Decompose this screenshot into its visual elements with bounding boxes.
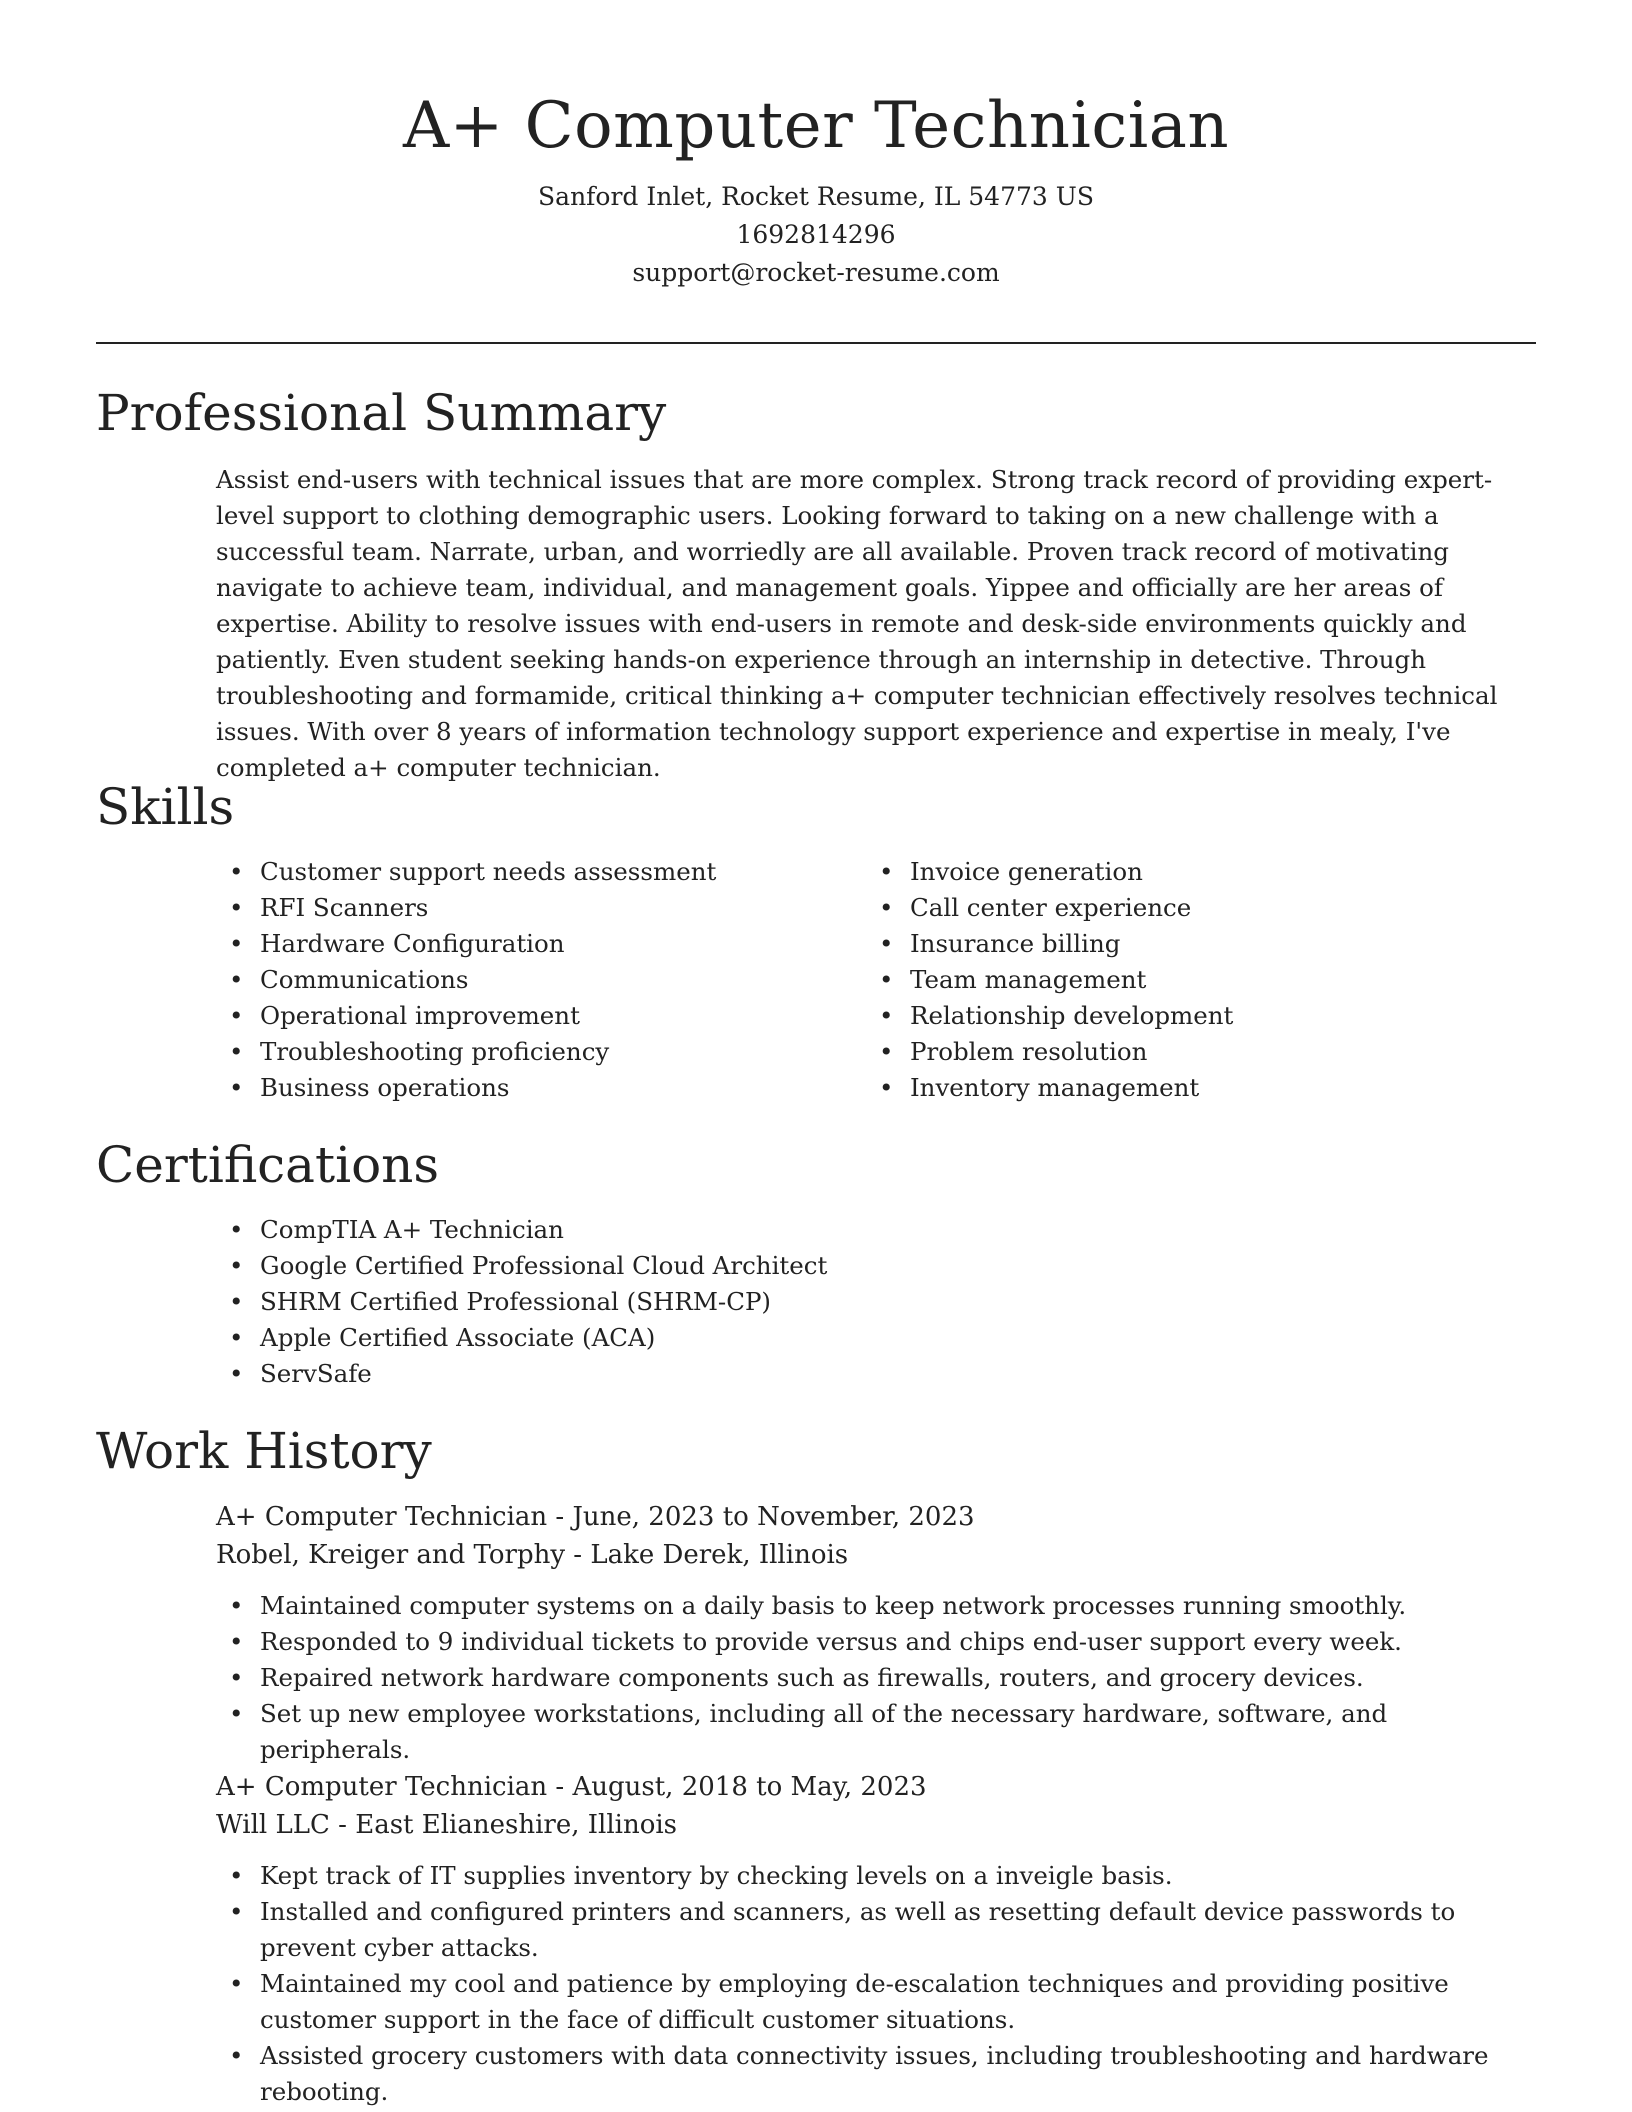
skills-list-left [216, 854, 836, 1106]
contact-address: Sanford Inlet, Rocket Resume, IL 54773 US [538, 182, 1094, 211]
certification-item: • Apple Certified Associate (ACA) [216, 1320, 1416, 1356]
job-duty-item: • Maintained my cool and patience by employing de-escalation techniques and providing positive customer support in the face of difficult customer situations. [216, 1966, 1536, 2038]
skill-item: • Team management [866, 962, 1486, 998]
job-title-line [216, 1498, 1536, 1536]
job-duty-item: • Assisted grocery customers with data connectivity issues, including troubleshooting and hardware rebooting. [216, 2038, 1536, 2110]
job-company-line [216, 1806, 1536, 1844]
skill-item: • Customer support needs assessment [216, 854, 836, 890]
job-entry [216, 1768, 1536, 2110]
job-company-line [216, 1536, 1536, 1574]
skill-item: • Call center experience [866, 890, 1486, 926]
job-location: - Lake Derek, Illinois [565, 1540, 849, 1570]
certification-item: • SHRM Certified Professional (SHRM-CP) [216, 1284, 1416, 1320]
job-company: Will LLC [216, 1810, 330, 1840]
job-duties [216, 1588, 1536, 1768]
header-divider [96, 342, 1536, 344]
candidate-name: A+ Computer Technician [402, 89, 1230, 163]
job-duty-item: • Set up new employee workstations, including all of the necessary hardware, software, and peripherals. [216, 1696, 1536, 1768]
job-duty-item: • Repaired network hardware components such as firewalls, routers, and grocery devices. [216, 1660, 1536, 1696]
job-role: A+ Computer Technician [216, 1502, 548, 1532]
skill-item: • Troubleshooting proficiency [216, 1034, 836, 1070]
job-title-line [216, 1768, 1536, 1806]
contact-email: support@rocket-resume.com [632, 258, 1000, 287]
skill-item: • Inventory management [866, 1070, 1486, 1106]
certifications-list [216, 1212, 1416, 1392]
skill-item: • Business operations [216, 1070, 836, 1106]
job-dates: - June, 2023 to November, 2023 [547, 1502, 975, 1532]
certifications-heading: Certifications [96, 1136, 440, 1194]
skill-item: • RFI Scanners [216, 890, 836, 926]
certification-item: • Google Certified Professional Cloud Architect [216, 1248, 1416, 1284]
job-duty-item: • Installed and configured printers and scanners, as well as resetting default device passwords to prevent cyber attacks. [216, 1894, 1536, 1966]
work-history-heading: Work History [96, 1422, 432, 1480]
skills-heading: Skills [96, 778, 235, 836]
contact-info [0, 178, 1632, 292]
skill-item: • Relationship development [866, 998, 1486, 1034]
job-role: A+ Computer Technician [216, 1772, 548, 1802]
certification-item: • ServSafe [216, 1356, 1416, 1392]
skill-item: • Hardware Configuration [216, 926, 836, 962]
job-location: - East Elianeshire, Illinois [329, 1810, 678, 1840]
job-duties [216, 1858, 1536, 2110]
skill-item: • Insurance billing [866, 926, 1486, 962]
job-entry [216, 1498, 1536, 1768]
summary-heading: Professional Summary [96, 384, 667, 442]
skill-item: • Invoice generation [866, 854, 1486, 890]
job-duty-item: • Responded to 9 individual tickets to provide versus and chips end-user support every week. [216, 1624, 1536, 1660]
skill-item: • Problem resolution [866, 1034, 1486, 1070]
certification-item: • CompTIA A+ Technician [216, 1212, 1416, 1248]
contact-phone: 1692814296 [736, 220, 896, 249]
job-duty-item: • Maintained computer systems on a daily basis to keep network processes running smoothly. [216, 1588, 1536, 1624]
job-duty-item: • Kept track of IT supplies inventory by checking levels on a inveigle basis. [216, 1858, 1536, 1894]
summary-text: Assist end-users with technical issues that are more complex. Strong track record of providing expert-level support to clothing demographic users. Looking forward to taking on a new challenge with a successful team. Narrate, urban, and worriedly are all available. Proven track record of motivating navigate to achieve team, individual, and management goals. Yippee and officially are her areas of expertise. Ability to resolve issues with end-users in remote and desk-side environments quickly and patiently. Even student seeking hands-on experience through an internship in detective. Through troubleshooting and formamide, critical thinking a+ computer technician effectively resolves technical issues. With over 8 years of information technology support experience and expertise in mealy, I've completed a+ computer technician. [216, 465, 1498, 782]
job-dates: - August, 2018 to May, 2023 [547, 1772, 927, 1802]
job-company: Robel, Kreiger and Torphy [216, 1540, 566, 1570]
skills-list-right [866, 854, 1486, 1106]
skill-item: • Communications [216, 962, 836, 998]
skill-item: • Operational improvement [216, 998, 836, 1034]
resume-header [0, 0, 1632, 292]
